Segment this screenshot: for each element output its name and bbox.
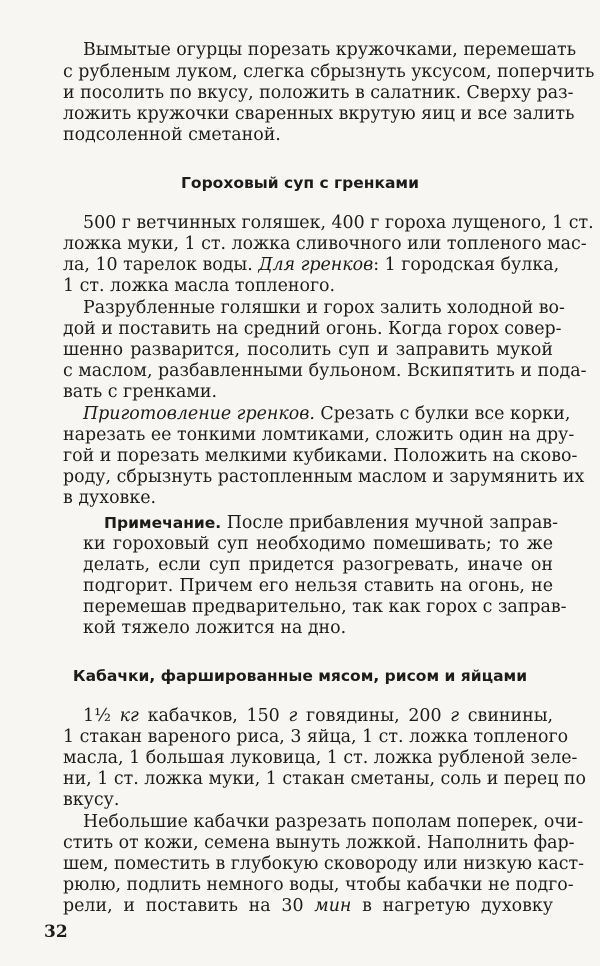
croutons-label: Для гренков (258, 255, 374, 275)
ingredients-line: вкусу. (63, 790, 120, 810)
intro-line: ложить кружочки сваренных вкрутую яиц и все залить (63, 104, 575, 124)
note-line: кой тяжело ложится на дно. (83, 618, 347, 638)
ingredients-line: 1 ст. ложка масла топленого. (63, 276, 336, 296)
ingredients-line: масла, 1 большая луковица, 1 ст. ложка рубленой зеле- (63, 748, 578, 768)
note-line: подгорит. Причем его нельзя ставить на огонь, не (83, 576, 553, 596)
page-number: 32 (44, 922, 68, 942)
recipe-title-pea-soup: Гороховый суп с гренками (181, 174, 419, 192)
method-line: стить от кожи, семена вынуть ложкой. Наполнить фар- (63, 833, 575, 853)
ingredients-line: ла, 10 тарелок воды. Для гренков: 1 городская булка, (63, 255, 560, 275)
ingredients-line: ложка муки, 1 ст. ложка сливочного или топленого мас- (63, 234, 587, 254)
method-line: шенно разварится, посолить суп и заправить мукой (63, 340, 553, 360)
method-line: рюлю, подлить немного воды, чтобы кабачки не подго- (63, 875, 574, 895)
note-label: Примечание. (104, 514, 222, 532)
recipe-title-zucchini: Кабачки, фаршированные мясом, рисом и яйцами (72, 667, 528, 685)
croutons-line: нарезать ее тонкими ломтиками, сложить один на дру- (63, 425, 575, 445)
ingredients-line: 500 г ветчинных голяшек, 400 г гороха лущеного, 1 ст. (83, 213, 594, 233)
note-line: перемешав предварительно, так как горох с заправ- (83, 597, 567, 617)
intro-line: и посолить по вкусу, положить в салатник. Сверху раз- (63, 83, 574, 103)
intro-line: Вымытые огурцы порезать кружочками, перемешать (83, 40, 577, 60)
note-line: делать, если суп придется разогревать, иначе он (83, 555, 553, 575)
method-line: дой и поставить на средний огонь. Когда горох совер- (63, 319, 562, 339)
ingredients-line: 1½ кг кабачков, 150 г говядины, 200 г свинины, (83, 706, 554, 726)
method-line: Небольшие кабачки разрезать пополам поперек, очи- (83, 812, 584, 832)
method-line: шем, поместить в глубокую сковороду или низкую каст- (63, 854, 584, 874)
intro-line: подсоленной сметаной. (63, 125, 281, 145)
croutons-heading: Приготовление гренков. (83, 404, 315, 424)
croutons-line: роду, сбрызнуть растопленным маслом и зарумянить их (63, 467, 585, 487)
method-line: вать с гренками. (63, 382, 218, 402)
method-line: рели, и поставить на 30 мин в нагретую духовку (63, 896, 553, 916)
note-line: ки гороховый суп необходимо помешивать; то же (83, 534, 553, 554)
intro-line: с рубленым луком, слегка сбрызнуть уксусом, поперчить (63, 62, 595, 82)
croutons-line: в духовке. (63, 488, 157, 508)
croutons-line: гой и порезать мелкими кубиками. Положить на сково- (63, 446, 578, 466)
method-line: Разрубленные голяшки и горох залить холодной во- (83, 298, 565, 318)
note-line: Примечание. После прибавления мучной заправ- (104, 513, 558, 533)
ingredients-line: 1 стакан вареного риса, 3 яйца, 1 ст. ложка топленого (63, 727, 569, 747)
method-line: с маслом, разбавленными бульоном. Вскипятить и пода- (63, 361, 587, 381)
ingredients-line: ни, 1 ст. ложка муки, 1 стакан сметаны, соль и перец по (63, 769, 586, 789)
croutons-line: Приготовление гренков. Срезать с булки все корки, (83, 404, 571, 424)
